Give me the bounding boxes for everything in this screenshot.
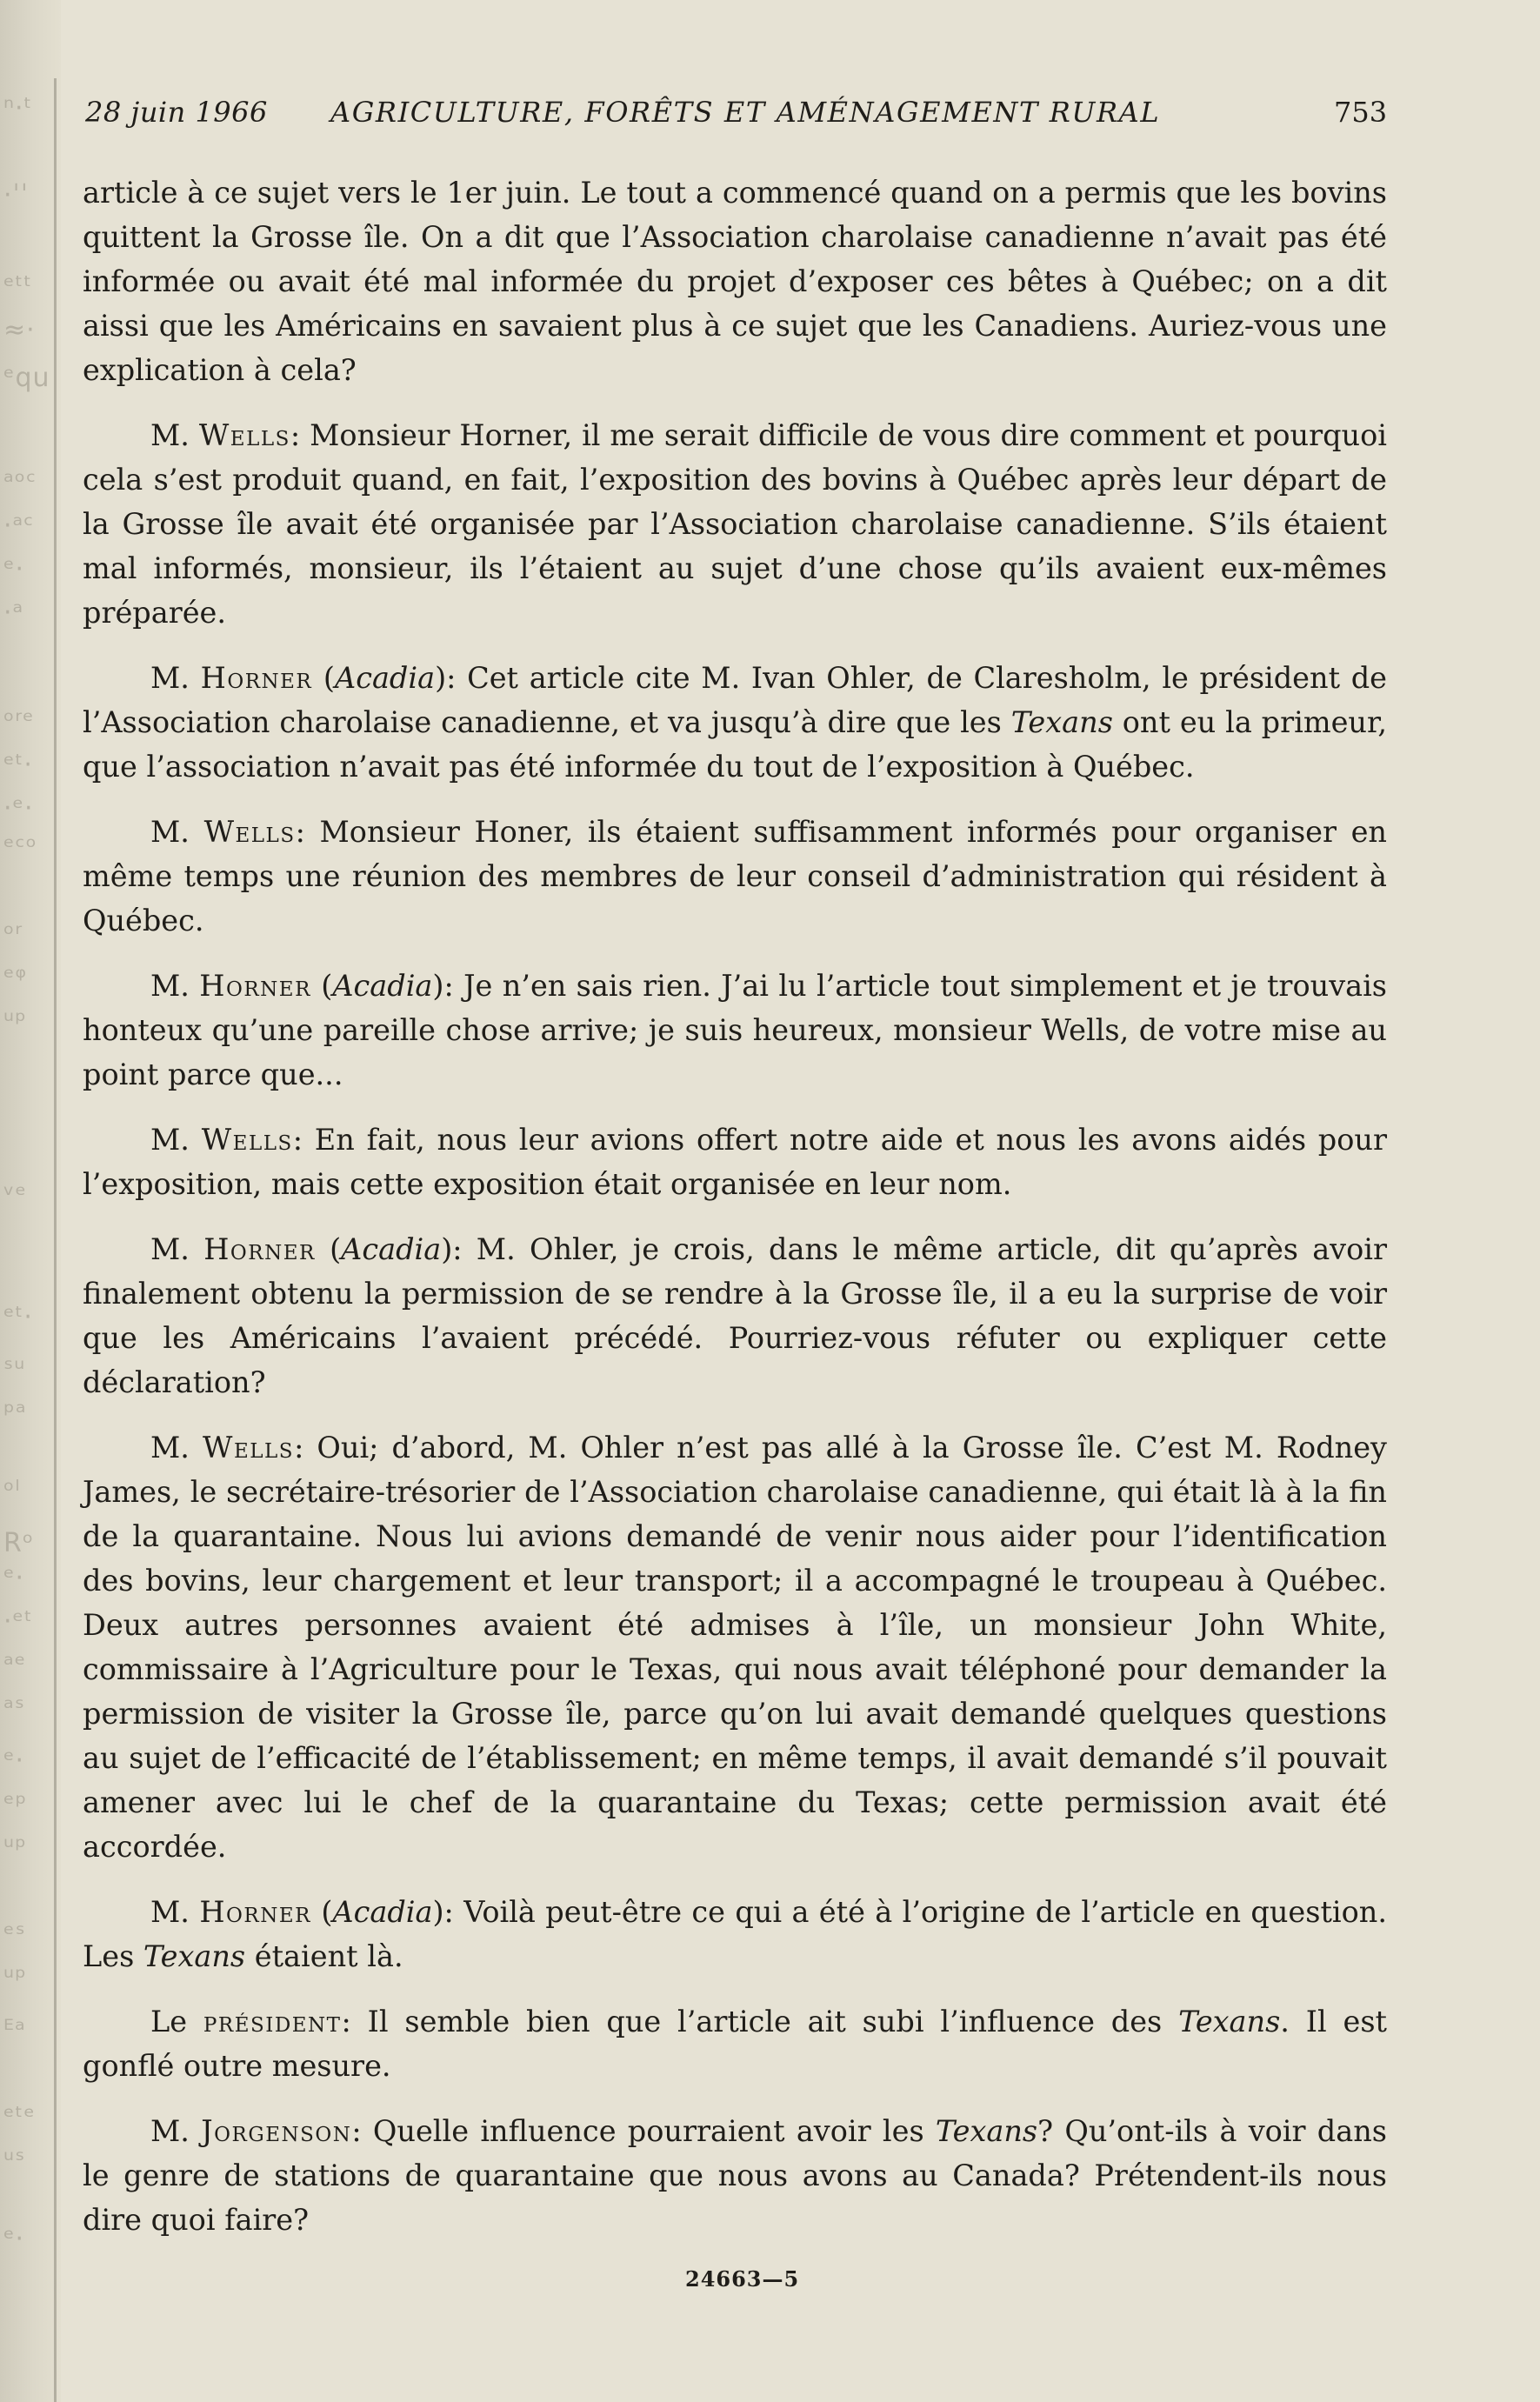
speaker-name: Wells (203, 815, 296, 849)
paragraph-horner: M. Horner (Acadia): M. Ohler, je crois, dans le même article, dit qu’après avoir finalement obtenu la permission de se rendre à la Grosse île, il a eu la surprise de voir que les Américains l’avaient précédé. Pourriez-vous réfuter ou expliquer cette déclaration? (83, 1232, 1387, 1399)
bleed-through-mark: ᵛᵉ (3, 1180, 28, 1211)
bleed-through-mark: ˢᵘ (3, 1354, 26, 1384)
paragraph-wells (83, 413, 1387, 635)
bleed-through-mark: ᵘᵖ (3, 1832, 27, 1863)
page-number: 753 (1334, 96, 1388, 129)
paragraph-wells (83, 1118, 1387, 1206)
paragraph-text: : Cet article cite M. Ivan Ohler, de Claresholm, le président de l’Association charolaise canadienne, et va jusqu’à dire que les (83, 661, 1387, 739)
speaker-prefix: M. (150, 1232, 204, 1266)
paragraph-text: étaient là. (245, 1939, 403, 1973)
paragraph-horner: M. Horner (Acadia): Cet article cite M. Ivan Ohler, de Claresholm, le président de l’Association charolaise canadienne, et va jusqu’à dire que les Texans ont eu la primeur, que l’association n’avait pas été informée du tout de l’exposition à Québec. (83, 661, 1387, 784)
speaker-name: Jorgenson (201, 2114, 352, 2148)
bleed-through-mark: ·ˈˈ (3, 180, 30, 210)
speaker-prefix: M. (150, 2114, 202, 2148)
bleed-through-mark: ᵉˢ (3, 1919, 26, 1950)
speaker-name: Horner (200, 661, 313, 695)
paragraph-text: : Oui; d’abord, M. Ohler n’est pas allé à la Grosse île. C’est M. Rodney James, le secrétaire-trésorier de l’Association charolaise canadienne, qui était là à la fin de la quarantaine. Nous lui avions demandé de venir nous aider pour l’identification des bovins, leur chargement et leur transport; il a accompagné le troupeau à Québec. Deux autres personnes avaient été admises à l’île, un monsieur John White, commissaire à l’Agriculture pour le Texas, qui nous avait téléphoné pour demander la permission de visiter la Grosse île, parce qu’on lui avait demandé quelques questions au sujet de l’efficacité de l’établissement; en même temps, il avait demandé s’il pouvait amener avec lui le chef de la quarantaine du Texas; cette permission avait été accordée. (83, 1431, 1387, 1864)
bleed-through-mark: ·ᵉ· (3, 793, 34, 824)
italic-term: Texans (935, 2114, 1038, 2148)
speaker-prefix: M. (150, 661, 201, 695)
speaker-name: Wells (198, 418, 290, 452)
speaker-name: Wells (201, 1123, 293, 1157)
bleed-through-mark: ·ᵉᵗ (3, 1606, 33, 1637)
bleed-through-mark: ᵉᵖ (3, 1789, 28, 1819)
speaker-name: Horner (199, 1895, 311, 1929)
speaker-name: président (203, 2005, 342, 2038)
speaker-prefix: Le (150, 2005, 203, 2038)
bleed-through-mark: ᵒʳ (3, 919, 23, 950)
speaker-prefix: M. (150, 1431, 203, 1465)
bleed-through-mark: ᵉ· (3, 1745, 25, 1776)
italic-term: Texans (1010, 705, 1113, 739)
bleed-through-mark: ᵘᵖ (3, 1006, 27, 1037)
bleed-through-mark: ᵉᵗᵗ (3, 271, 33, 302)
speaker-name: Horner (199, 969, 311, 1003)
header-title: AGRICULTURE, FORÊTS ET AMÉNAGEMENT RURAL (330, 96, 1161, 129)
paragraph-text: . Il est gonflé outre mesure. (83, 2005, 1387, 2083)
paragraph-text: : En fait, nous leur avions offert notre aide et nous les avons aidés pour l’exposition, mais cette exposition était organisée en leur nom. (83, 1123, 1387, 1201)
bleed-through-mark: ᵃˢ (3, 1693, 25, 1724)
bleed-through-mark: ·ᵃᶜ (3, 510, 35, 541)
bleed-through-mark: ᵃᵉ (3, 1650, 27, 1680)
speaker-riding: Acadia (332, 1895, 433, 1929)
speaker-prefix: M. (150, 969, 200, 1003)
bleed-through-mark: ᵒʳᵉ (3, 706, 35, 737)
paragraph-wells (83, 810, 1387, 943)
bleed-through-mark: ᵉᵗᵉ (3, 2102, 36, 2132)
bleed-through-mark: ᵉqu (3, 363, 50, 393)
bleed-through-mark: ᵉᶜᵒ (3, 832, 38, 863)
bleed-through-mark: Rᵒ (3, 1528, 35, 1558)
bleed-through-mark: ᵉ· (3, 1563, 25, 1593)
paragraph-text: : Je n’en sais rien. J’ai lu l’article tout simplement et je trouvais honteux qu’une pareille chose arrive; je suis heureux, monsieur Wells, de votre mise au point parce que... (83, 969, 1387, 1091)
italic-term: Texans (143, 1939, 246, 1973)
printer-signature: 24663—5 (685, 2266, 800, 2292)
paragraph-text: : Quelle influence pourraient avoir les (351, 2114, 936, 2148)
bleed-through-mark: ·ᵃ (3, 597, 24, 628)
paragraph-text: : Il semble bien que l’article ait subi l’influence des (341, 2005, 1179, 2038)
bleed-through-mark: ᵃᵒᶜ (3, 467, 37, 497)
bleed-through-mark: ᵉᵗ· (3, 1302, 33, 1332)
bleed-through-mark: ᵘᵖ (3, 1963, 27, 1993)
bleed-through-mark: ᵉ· (3, 554, 25, 584)
bleed-through-mark: ᵉ· (3, 2224, 25, 2254)
paragraph-text: ont eu la primeur, que l’association n’avait pas été informée du tout de l’exposition à Québec. (83, 705, 1387, 784)
bleed-through-mark: ⁿ·ᵗ (3, 93, 33, 123)
bleed-through-mark: ᵉᵗ· (3, 750, 33, 780)
speaker-riding: Acadia (335, 661, 436, 695)
paragraph-horner: M. Horner (Acadia): Voilà peut-être ce qui a été à l’origine de l’article en question. Les Texans étaient là. (83, 1895, 1388, 1973)
speaker-prefix: M. (150, 1895, 200, 1929)
bleed-through-mark: ᵒˡ (3, 1476, 21, 1506)
header-date: 28 juin 1966 (85, 96, 268, 129)
paragraph-jorgenson (83, 2109, 1387, 2242)
transcript-body (83, 170, 1387, 2263)
italic-term: Texans (1178, 2005, 1281, 2038)
paragraph-wells (83, 1425, 1387, 1869)
paragraph-text: : Monsieur Horner, il me serait difficile de vous dire comment et pourquoi cela s’est produit quand, en fait, l’exposition des bovins à Québec après leur départ de la Grosse île avait été organisée par l’Association charolaise canadienne. S’ils étaient mal informés, monsieur, ils l’étaient au sujet d’une chose qu’ils avaient eux-mêmes préparée. (83, 418, 1388, 630)
binding-edge-line (54, 78, 57, 2402)
speaker-prefix: M. (150, 1123, 202, 1157)
speaker-prefix: M. (150, 815, 204, 849)
paragraph-text: : Voilà peut-être ce qui a été à l’origine de l’article en question. Les (83, 1895, 1388, 1973)
bleed-through-mark: ᵉᵠ (3, 963, 27, 993)
bleed-through-mark: ᵖᵃ (3, 1398, 27, 1428)
speaker-riding: Acadia (332, 969, 433, 1003)
bleed-through-mark: ᵘˢ (3, 2145, 26, 2176)
paragraph-text: : Monsieur Honer, ils étaient suffisamment informés pour organiser en même temps une réunion des membres de leur conseil d’administration qui résident à Québec. (83, 815, 1387, 937)
speaker-riding: Acadia (341, 1232, 442, 1266)
paragraph-text: ? Qu’ont-ils à voir dans le genre de stations de quarantaine que nous avons au Canada? Prétendent-ils nous dire quoi faire? (83, 2114, 1387, 2237)
speaker-name: Horner (203, 1232, 316, 1266)
paragraph-president (83, 1999, 1387, 2088)
paragraph-text: : M. Ohler, je crois, dans le même article, dit qu’après avoir finalement obtenu la permission de se rendre à la Grosse île, il a eu la surprise de voir que les Américains l’avaient précédé. Pourriez-vous réfuter ou expliquer cette déclaration? (83, 1232, 1387, 1399)
paragraph-horner: M. Horner (Acadia): Je n’en sais rien. J’ai lu l’article tout simplement et je trouvais honteux qu’une pareille chose arrive; je suis heureux, monsieur Wells, de votre mise au point parce que... (83, 969, 1387, 1091)
speaker-prefix: M. (150, 418, 199, 452)
paragraph-continuation: article à ce sujet vers le 1er juin. Le tout a commencé quand on a permis que les bovins quittent la Grosse île. On a dit que l’Association charolaise canadienne n’avait pas été informée ou avait été mal informée du projet d’exposer ces bêtes à Québec; on a dit aissi que les Américains en savaient plus à ce sujet que les Canadiens. Auriez-vous une explication à cela? (83, 176, 1387, 387)
bleed-through-mark: ≈· (3, 315, 36, 345)
running-header (85, 96, 1390, 139)
speaker-name: Wells (203, 1431, 295, 1465)
bleed-through-mark: ᴱᵃ (3, 2015, 26, 2045)
